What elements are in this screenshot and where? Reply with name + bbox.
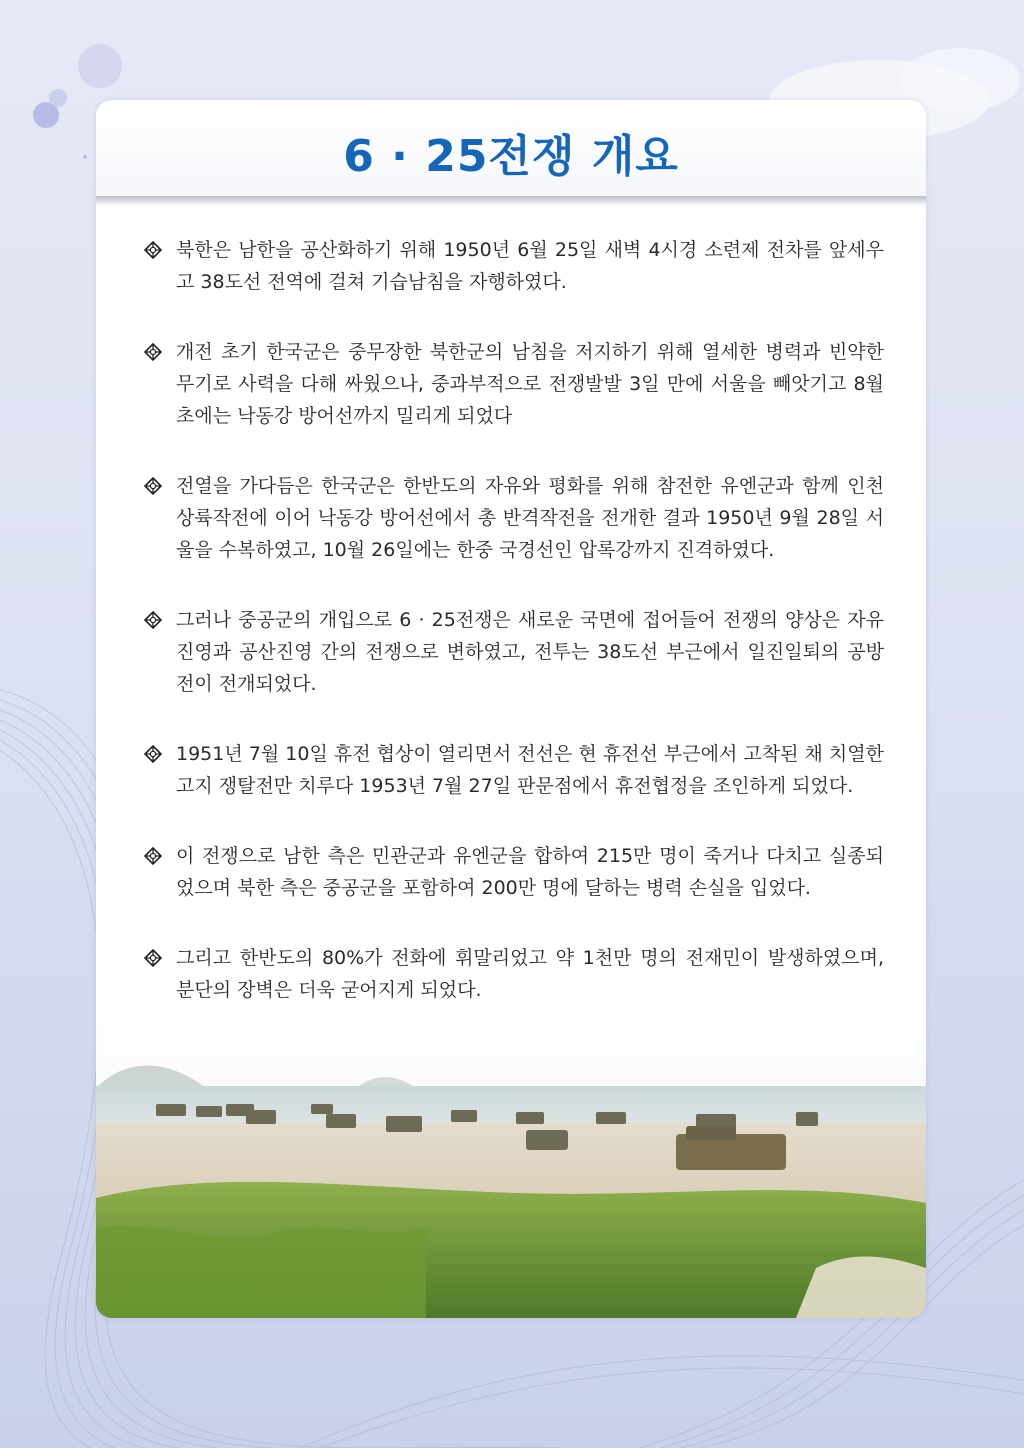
list-item-text: 북한은 남한을 공산화하기 위해 1950년 6월 25일 새벽 4시경 소련제 전차를 앞세우고 38도선 전역에 걸쳐 기습남침을 자행하였다. — [176, 239, 884, 293]
bubble-dot — [83, 155, 87, 159]
list-item — [144, 604, 884, 700]
bubble-small — [49, 89, 67, 107]
list-item-text: 그리고 한반도의 80%가 전화에 휘말리었고 약 1천만 명의 전재민이 발생하였으며, 분단의 장벽은 더욱 굳어지게 되었다. — [176, 947, 884, 1001]
diamond-target-icon — [144, 847, 162, 865]
diamond-target-icon — [144, 241, 162, 259]
list-item-text: 전열을 가다듬은 한국군은 한반도의 자유와 평화를 위해 참전한 유엔군과 함께 인천 상륙작전에 이어 낙동강 방어선에서 총 반격작전을 전개한 결과 1950년 9월 28일 서울을 수복하였고, 10월 26일에는 한중 국경선인 압록강까지 진격하였다. — [176, 475, 884, 561]
overview-list — [144, 234, 884, 1006]
header-divider — [96, 196, 926, 206]
diamond-target-icon — [144, 745, 162, 763]
list-item — [144, 234, 884, 298]
diamond-target-icon — [144, 343, 162, 361]
list-item-text: 개전 초기 한국군은 중무장한 북한군의 남침을 저지하기 위해 열세한 병력과 빈약한 무기로 사력을 다해 싸웠으나, 중과부적으로 전쟁발발 3일 만에 서울을 빼앗기고 8월 초에는 낙동강 방어선까지 밀리게 되었다 — [176, 341, 884, 427]
diamond-target-icon — [144, 477, 162, 495]
bubble-medium — [33, 102, 59, 128]
list-item — [144, 840, 884, 904]
diamond-target-icon — [144, 949, 162, 967]
list-item — [144, 470, 884, 566]
bubble-large — [78, 44, 122, 88]
beach-landing-photo — [96, 1018, 926, 1318]
list-item — [144, 336, 884, 432]
list-item-text: 이 전쟁으로 남한 측은 민관군과 유엔군을 합하여 215만 명이 죽거나 다치고 실종되었으며 북한 측은 중공군을 포함하여 200만 명에 달하는 병력 손실을 입었다. — [176, 845, 884, 899]
diamond-target-icon — [144, 611, 162, 629]
content-card — [96, 100, 926, 1318]
list-item-text: 1951년 7월 10일 휴전 협상이 열리면서 전선은 현 휴전선 부근에서 고착된 채 치열한 고지 쟁탈전만 치루다 1953년 7월 27일 판문점에서 휴전협정을 조인하게 되었다. — [176, 743, 884, 797]
list-item — [144, 942, 884, 1006]
card-header — [96, 100, 926, 196]
list-item — [144, 738, 884, 802]
list-item-text: 그러나 중공군의 개입으로 6 · 25전쟁은 새로운 국면에 접어들어 전쟁의 양상은 자유진영과 공산진영 간의 전쟁으로 변하였고, 전투는 38도선 부근에서 일진일퇴의 공방전이 전개되었다. — [176, 609, 884, 695]
page-title: 6 · 25전쟁 개요 — [343, 131, 679, 182]
photo-illustration — [96, 1018, 926, 1318]
